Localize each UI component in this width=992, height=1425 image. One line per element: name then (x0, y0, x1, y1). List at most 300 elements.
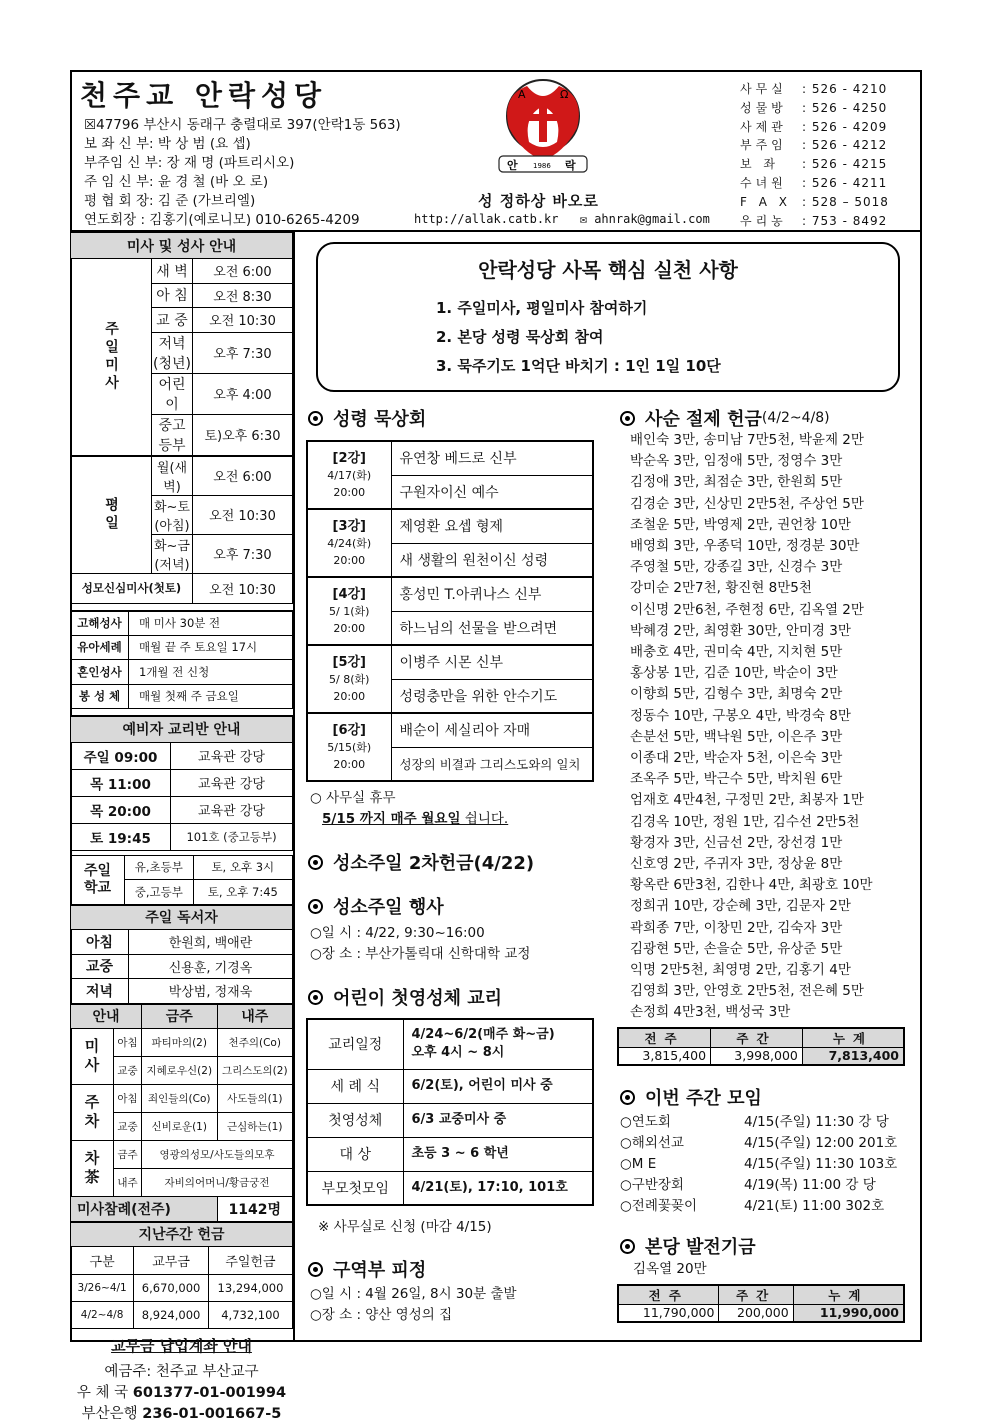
office-closed-end: 쉽니다. (460, 811, 509, 827)
duty-slot: 교중 (114, 1057, 142, 1085)
lecture-row (307, 509, 593, 543)
address: ☒47796 부산시 동래구 충렬대로 397(안락1동 563) (84, 117, 401, 133)
communion-item: 대 상 (307, 1137, 403, 1171)
lecture-topic: 새 생활의 원천이신 성령 (391, 543, 593, 577)
sacrament-info: 매 미사 30분 전 (129, 611, 293, 636)
lecture-number: [5강] (332, 654, 366, 670)
email-link[interactable]: ahnrak@gmail.com (594, 212, 710, 226)
meetings-title: 이번 주간 모임 (645, 1088, 762, 1109)
lecture-time: 20:00 (333, 553, 366, 567)
reader-mass: 교중 (71, 954, 129, 979)
catechumen-table (70, 715, 293, 851)
phone-row (740, 155, 889, 174)
lent-offering-heading (620, 405, 830, 431)
first-sat-label: 성모신심미사(첫토) (71, 573, 193, 603)
communion-row (307, 1103, 593, 1137)
fund-heading (620, 1233, 756, 1259)
offering-head-period: 구분 (71, 1247, 134, 1275)
donor-line: 박혜경 2만, 최영환 30만, 안미경 3만 (630, 622, 851, 639)
district-retreat-heading (308, 1256, 426, 1282)
catechumen-row (71, 742, 293, 769)
communion-detail-line: 6/3 교중미사 중 (411, 1112, 507, 1127)
mass-time: 오후 7:30 (193, 332, 293, 373)
vocation-collection-heading (308, 849, 534, 875)
lecture-speaker: 이병주 시몬 신부 (391, 645, 593, 679)
duty-row (71, 1141, 293, 1169)
communion-detail (403, 1137, 593, 1171)
first-communion-note: ※ 사무실로 신청 (마감 4/15) (318, 1219, 492, 1235)
lecture-number: [3강] (332, 518, 366, 534)
duty-this-week: 지혜로우신(2) (142, 1057, 218, 1085)
donor-line: 정희귀 10만, 강순혜 3만, 김문자 2만 (630, 898, 851, 915)
communion-detail (403, 1171, 593, 1205)
fund-total-cum: 11,990,000 (793, 1305, 904, 1322)
lent-donor-list (630, 430, 873, 1024)
donor-line: 엄재호 4만4천, 구정민 2만, 최봉자 1만 (630, 792, 864, 809)
meeting-when-where: 4/15(주일) 11:30 강 당 (744, 1114, 889, 1130)
duty-row (71, 1029, 293, 1057)
bullet-icon (620, 411, 635, 426)
first-communion-title: 어린이 첫영성체 교리 (333, 988, 503, 1009)
vocation-event-title: 성소주일 행사 (333, 897, 444, 918)
phone-label: 사무실 (740, 82, 787, 96)
account-value: 천주교 부산교구 (155, 1364, 259, 1380)
fund-total-prev: 11,790,000 (618, 1305, 719, 1322)
phone-number: : 526 - 4210 (802, 82, 888, 96)
mass-time: 오전 6:00 (193, 259, 293, 284)
readers-title: 주일 독서자 (71, 905, 293, 930)
phone-number: : 526 - 4212 (802, 138, 888, 153)
catechumen-time: 토 19:45 (71, 823, 171, 850)
communion-row (307, 1069, 593, 1103)
phone-directory (740, 80, 889, 230)
communion-detail (403, 1019, 593, 1069)
retreat-title: 성령 묵상회 (333, 409, 427, 430)
vocation-event-details (310, 923, 530, 965)
lecture-speaker: 홍성민 T.아퀴나스 신부 (391, 577, 593, 611)
lecture-topic: 성장의 비결과 그리스도와의 일치 (391, 747, 593, 781)
catechumen-place: 교육관 강당 (171, 796, 293, 823)
duty-table (70, 1004, 293, 1222)
bullet-icon (620, 1239, 635, 1254)
donor-line: 배인숙 3만, 송미남 7만5천, 박윤제 2만 (630, 432, 864, 448)
sacrament-info: 1개월 전 신청 (129, 660, 293, 685)
first-sat-time: 오전 10:30 (193, 573, 293, 603)
attendance-label: 미사참례(전주) (71, 1197, 218, 1222)
logo-an: 안 (507, 159, 518, 172)
lecture-info (307, 509, 391, 577)
phone-number: : 526 - 4250 (802, 100, 888, 115)
pastor: 주 임 신 부: 윤 경 철 (바 오 로) (84, 174, 269, 190)
offering-period: 4/2~4/8 (71, 1302, 134, 1329)
phone-number: : 526 - 4215 (802, 157, 888, 172)
lecture-speaker: 제영환 요셉 형제 (391, 509, 593, 543)
reader-names: 신용훈, 기경옥 (129, 954, 293, 979)
lecture-topic: 구원자이신 예수 (391, 475, 593, 509)
meeting-row (620, 1196, 897, 1217)
district-retreat-title: 구역부 피정 (333, 1260, 427, 1281)
sacraments-table (70, 610, 293, 710)
parish-title: 천주교 안락성당 (80, 79, 328, 112)
lecture-number: [4강] (332, 586, 366, 602)
office-closed-detail (310, 809, 508, 830)
catechumen-row (71, 796, 293, 823)
lent-totals-table (617, 1027, 905, 1066)
communion-detail-line: 초등 3 ~ 6 학년 (411, 1146, 509, 1161)
bullet-icon (620, 1090, 635, 1105)
duty-this-week: 파티마의(2) (142, 1029, 218, 1057)
catechumen-time: 목 11:00 (71, 769, 171, 796)
phone-label: 우리농 (740, 213, 787, 228)
duty-slot: 아침 (114, 1085, 142, 1113)
associate-priest: 부주임 신 부: 장 재 명 (파트리시오) (84, 155, 295, 171)
meetings-list (620, 1112, 897, 1217)
fund-total-head-cum: 누계 (793, 1285, 904, 1305)
core-item-1: 1. 주일미사, 평일미사 참여하기 (436, 299, 648, 317)
lecture-topic: 하느님의 선물을 받으려면 (391, 611, 593, 645)
fund-totals-table (617, 1284, 905, 1323)
communion-row (307, 1019, 593, 1069)
offering-dues: 8,924,000 (134, 1302, 209, 1329)
account-row (70, 1404, 293, 1425)
meeting-when-where: 4/19(목) 11:00 강 당 (744, 1177, 876, 1193)
memorial-leader: 연도회장 : 김홍기(예로니모) 010-6265-4209 (84, 212, 360, 228)
sacrament-name: 혼인성사 (71, 660, 129, 685)
duty-next-week: 사도들의(1) (217, 1085, 293, 1113)
lecture-date: 5/ 1(화) (329, 604, 370, 618)
meeting-name: ○M E (620, 1156, 657, 1172)
phone-label: F A X (740, 194, 791, 209)
sacrament-row (71, 684, 293, 709)
duty-slot: 금주 (114, 1141, 142, 1169)
parish-logo (493, 76, 593, 186)
mail-icon: ✉ (579, 212, 587, 226)
donor-line: 정동수 10만, 구봉오 4만, 박경숙 8만 (630, 707, 851, 724)
lent-total-head-week: 주간 (711, 1028, 803, 1048)
bullet-icon (308, 1262, 323, 1277)
vocation-event-heading (308, 893, 444, 919)
communion-detail-line: 6/2(토), 어린이 미사 중 (411, 1078, 553, 1093)
donor-line: 주영철 5만, 강종길 3만, 신경수 3만 (630, 559, 843, 576)
core-item-2: 2. 본당 성령 묵상회 참여 (436, 328, 604, 346)
lecture-time: 20:00 (333, 485, 366, 499)
donor-line: 김경옥 10만, 정원 1만, 김수선 2만5천 (630, 813, 860, 830)
sacrament-info: 매월 첫째 주 금요일 (129, 684, 293, 709)
account-title: 교무금 납입계좌 안내 (111, 1337, 252, 1355)
website-link[interactable]: http://allak.catb.kr (414, 212, 559, 226)
sunday-school-label: 주일 학교 (71, 855, 125, 904)
mass-time: 오전 10:30 (193, 308, 293, 333)
donor-line: 배충호 4만, 권미숙 4만, 지치현 5만 (630, 644, 843, 661)
left-column (70, 232, 295, 1422)
reader-row (71, 954, 293, 979)
tea-service: 영광의성모/사도들의모후 (142, 1141, 293, 1169)
sunday-school-table (70, 855, 293, 905)
account-value: 601377-01-001994 (132, 1385, 287, 1401)
mass-time: 오전 10:30 (193, 495, 293, 534)
reader-mass: 아침 (71, 930, 129, 955)
retreat-lecture-table (306, 440, 594, 782)
mass-schedule-title: 미사 및 성사 안내 (71, 233, 293, 259)
core-practices-box (316, 242, 900, 392)
reader-row (71, 930, 293, 955)
phone-number: : 528 – 5018 (802, 194, 889, 209)
catechumen-row (71, 823, 293, 850)
catechumen-row (71, 769, 293, 796)
school-time-1: 토, 오후 3시 (193, 855, 292, 880)
bullet-icon (308, 855, 323, 870)
vocation-event-place: ○장 소 : 부산가톨릭대 신학대학 교정 (310, 946, 531, 962)
lecture-topic: 성령충만을 위한 안수기도 (391, 679, 593, 713)
lecture-row (307, 645, 593, 679)
communion-item: 교리일정 (307, 1019, 403, 1069)
bullet-icon (308, 899, 323, 914)
school-time-2: 토, 오후 7:45 (193, 880, 292, 905)
meeting-when-where: 4/15(주일) 12:00 201호 (744, 1135, 898, 1151)
duty-head-this-week: 금주 (142, 1004, 218, 1029)
account-label: 우 체 국 (76, 1385, 129, 1401)
donor-line: 이신명 2만6천, 주현정 6만, 김옥열 2만 (630, 601, 864, 618)
lent-total-week: 3,998,000 (711, 1048, 803, 1065)
donor-line: 박순옥 3만, 임정애 5만, 정영수 3만 (630, 453, 843, 470)
donor-line: 이종대 2만, 박순자 5천, 이은숙 3만 (630, 750, 843, 767)
lecture-speaker: 유연창 베드로 신부 (391, 441, 593, 475)
meeting-row (620, 1112, 897, 1133)
first-communion-table (306, 1018, 594, 1206)
catechumen-place: 101호 (중고등부) (171, 823, 293, 850)
mass-schedule-table (70, 232, 293, 604)
offering-row (71, 1275, 293, 1302)
phone-row (740, 174, 889, 193)
lent-total-head-cum: 누계 (802, 1028, 904, 1048)
offering-sunday: 13,294,000 (208, 1275, 292, 1302)
logo-rak: 락 (565, 159, 576, 172)
duty-next-week: 그리스도의(2) (217, 1057, 293, 1085)
lecture-time: 20:00 (333, 689, 366, 703)
mass-name: 새 벽 (152, 259, 193, 284)
patron-saint: 성 정하상 바오로 (478, 192, 599, 210)
account-block (70, 1329, 293, 1425)
account-row (70, 1383, 293, 1404)
logo-alpha: A (518, 88, 526, 101)
account-label: 부산은행 (81, 1406, 138, 1422)
meetings-heading (620, 1084, 762, 1110)
communion-row (307, 1171, 593, 1205)
donor-line: 김경순 3만, 신상민 2만5천, 주상언 5만 (630, 495, 864, 512)
duty-head-guide: 안내 (71, 1004, 142, 1029)
logo-year: 1986 (533, 162, 551, 170)
reader-mass: 저녁 (71, 979, 129, 1004)
parish-info (84, 116, 401, 230)
meeting-when-where: 4/15(주일) 11:30 103호 (744, 1156, 898, 1172)
lecture-row (307, 441, 593, 475)
sacrament-name: 고해성사 (71, 611, 129, 636)
donor-line: 조철운 5만, 박영제 2만, 권언창 10만 (630, 516, 851, 533)
lecture-date: 5/ 8(화) (329, 672, 370, 686)
duty-slot: 아침 (114, 1029, 142, 1057)
sacrament-row (71, 635, 293, 660)
catechumen-time: 목 20:00 (71, 796, 171, 823)
lent-total-cum: 7,813,400 (802, 1048, 904, 1065)
lent-total-head-prev: 전주 (618, 1028, 711, 1048)
donor-line: 강미순 2만7천, 황진현 8만5천 (630, 580, 812, 597)
meeting-name: ○구반장회 (620, 1177, 684, 1193)
donor-line: 황경자 3만, 신금선 2만, 장선경 1만 (630, 834, 843, 851)
mass-time: 토)오후 6:30 (193, 414, 293, 456)
lecture-row (307, 713, 593, 747)
donor-line: 익명 2만5천, 최영명 2만, 김홍기 4만 (630, 962, 851, 979)
council-president: 평 협 회 장: 김 준 (가브리엘) (84, 193, 256, 209)
core-practices-title: 안락성당 사목 핵심 실천 사항 (478, 258, 738, 282)
communion-detail (403, 1069, 593, 1103)
phone-label: 부주임 (740, 138, 787, 153)
phone-row (740, 80, 889, 99)
district-retreat-details (310, 1284, 517, 1326)
mass-name: 어린이 (152, 373, 193, 414)
fund-donor: 김옥열 20만 (633, 1261, 707, 1277)
core-practices-list (436, 294, 721, 381)
catechumen-place: 교육관 강당 (171, 769, 293, 796)
donor-line: 김광현 5만, 손을순 5만, 유상준 5만 (630, 940, 843, 957)
sunday-mass-label: 주일미사 (71, 259, 152, 456)
mass-name: 저녁(청년) (152, 332, 193, 373)
bullet-icon (308, 990, 323, 1005)
first-communion-heading (308, 984, 502, 1010)
logo-omega: Ω (560, 88, 569, 101)
phone-label: 보 좌 (740, 157, 779, 172)
lecture-speaker: 배순이 세실리아 자매 (391, 713, 593, 747)
communion-detail-line: 오후 4시 ~ 8시 (411, 1045, 505, 1061)
lent-offering-title: 사순 절제 헌금 (645, 409, 762, 430)
duty-slot: 교중 (114, 1113, 142, 1141)
catechumen-place: 교육관 강당 (171, 742, 293, 769)
offering-row (71, 1302, 293, 1329)
offering-head-dues: 교무금 (134, 1247, 209, 1275)
reader-names: 박상범, 정재욱 (129, 979, 293, 1004)
mass-time: 오전 8:30 (193, 283, 293, 308)
offering-table (70, 1222, 293, 1330)
lecture-info (307, 713, 391, 781)
lecture-time: 20:00 (333, 757, 366, 771)
duty-group-label: 미사 (71, 1029, 114, 1085)
fund-total-week: 200,000 (719, 1305, 793, 1322)
mass-name: 중고등부 (152, 414, 193, 456)
duty-group-label: 차茶 (71, 1141, 114, 1197)
lecture-info (307, 441, 391, 509)
donor-line: 손분선 5만, 백낙원 5만, 이은주 3만 (630, 728, 843, 745)
meeting-when-where: 4/21(토) 11:00 302호 (744, 1198, 885, 1214)
donor-line: 이향희 5만, 김형수 3만, 최명숙 2만 (630, 686, 843, 703)
donor-line: 홍상봉 1만, 김준 10만, 박순이 3만 (630, 665, 838, 682)
account-label: 예금주: (104, 1364, 152, 1380)
bullet-icon (308, 411, 323, 426)
office-closed-day: 매주 월요일 (390, 811, 461, 827)
duty-this-week: 신비로운(1) (142, 1113, 218, 1141)
lent-total-prev: 3,815,400 (618, 1048, 711, 1065)
duty-this-week: 죄인들의(Co) (142, 1085, 218, 1113)
office-closed-until: 5/15 까지 (322, 811, 391, 827)
donor-line: 황옥란 6만3천, 김한나 4만, 최광호 10만 (630, 877, 873, 894)
fund-title: 본당 발전기금 (645, 1237, 756, 1258)
assistant-priest: 보 좌 신 부: 박 상 범 (요 셉) (84, 136, 251, 152)
meeting-row (620, 1154, 897, 1175)
retreat-heading (308, 405, 426, 431)
tea-service: 자비의어머니/황금궁전 (142, 1169, 293, 1197)
fund-total-head-week: 주간 (719, 1285, 793, 1305)
mass-name: 화~금(저녁) (152, 534, 193, 573)
duty-row (71, 1085, 293, 1113)
district-retreat-date: ○일 시 : 4월 26일, 8시 30분 출발 (310, 1286, 517, 1302)
sacrament-info: 매월 끝 주 토요일 17시 (129, 635, 293, 660)
donor-line: 조옥주 5만, 박근수 5만, 박치원 6만 (630, 771, 843, 788)
duty-next-week: 천주의(Co) (217, 1029, 293, 1057)
office-closed-title: ○ 사무실 휴무 (310, 790, 396, 806)
phone-row (740, 136, 889, 155)
phone-label: 수녀원 (740, 175, 787, 190)
phone-label: 사제관 (740, 119, 787, 134)
phone-number: : 526 - 4209 (802, 119, 888, 134)
reader-row (71, 979, 293, 1004)
vocation-collection-title: 성소주일 2차헌금(4/22) (333, 853, 535, 874)
phone-label: 성물방 (740, 100, 787, 115)
lecture-date: 5/15(화) (327, 740, 372, 754)
mass-name: 화~토(아침) (152, 495, 193, 534)
meeting-row (620, 1133, 897, 1154)
office-closed-notice (310, 788, 508, 830)
communion-detail-line: 4/24~6/2(매주 화~금) (411, 1027, 555, 1043)
lecture-info (307, 645, 391, 713)
lecture-date: 4/17(화) (327, 468, 372, 482)
lecture-number: [2강] (332, 450, 366, 466)
lent-offering-period: (4/2~4/8) (761, 410, 830, 426)
weekday-mass-label: 평일 (71, 456, 152, 574)
contact-links (414, 212, 710, 226)
mass-time: 오전 6:00 (193, 456, 293, 496)
donor-line: 김정애 3만, 최점순 3만, 한원희 5만 (630, 474, 843, 491)
offering-head-sunday: 주일헌금 (208, 1247, 292, 1275)
lecture-number: [6강] (332, 722, 366, 738)
sacrament-name: 유아세례 (71, 635, 129, 660)
catechumen-time: 주일 09:00 (71, 742, 171, 769)
attendance-value: 1142명 (217, 1197, 293, 1222)
communion-item: 부모첫모임 (307, 1171, 403, 1205)
phone-number: : 753 - 8492 (802, 213, 888, 228)
lecture-row (307, 577, 593, 611)
sunday-mass-row (71, 259, 293, 284)
lecture-date: 4/24(화) (327, 536, 372, 550)
phone-row (740, 193, 889, 212)
fund-total-head-prev: 전주 (618, 1285, 719, 1305)
school-group-1: 유,초등부 (125, 855, 194, 880)
offering-title: 지난주간 헌금 (71, 1222, 293, 1247)
lecture-info (307, 577, 391, 645)
phone-row (740, 118, 889, 137)
sacrament-row (71, 611, 293, 636)
donor-line: 김영희 3만, 안영호 2만5천, 전은혜 5만 (630, 983, 864, 1000)
weekday-mass-row (71, 456, 293, 496)
offering-period: 3/26~4/1 (71, 1275, 134, 1302)
reader-names: 한원희, 백애란 (129, 930, 293, 955)
readers-table (70, 905, 293, 1004)
donor-line: 손정희 4만3천, 백성국 3만 (630, 1004, 791, 1021)
meeting-name: ○해외선교 (620, 1135, 684, 1151)
account-value: 236-01-001667-5 (142, 1406, 282, 1422)
duty-head-next-week: 내주 (217, 1004, 293, 1029)
communion-item: 첫영성체 (307, 1103, 403, 1137)
mass-name: 교 중 (152, 308, 193, 333)
meeting-name: ○전례꽃꽂이 (620, 1198, 697, 1214)
offering-dues: 6,670,000 (134, 1275, 209, 1302)
